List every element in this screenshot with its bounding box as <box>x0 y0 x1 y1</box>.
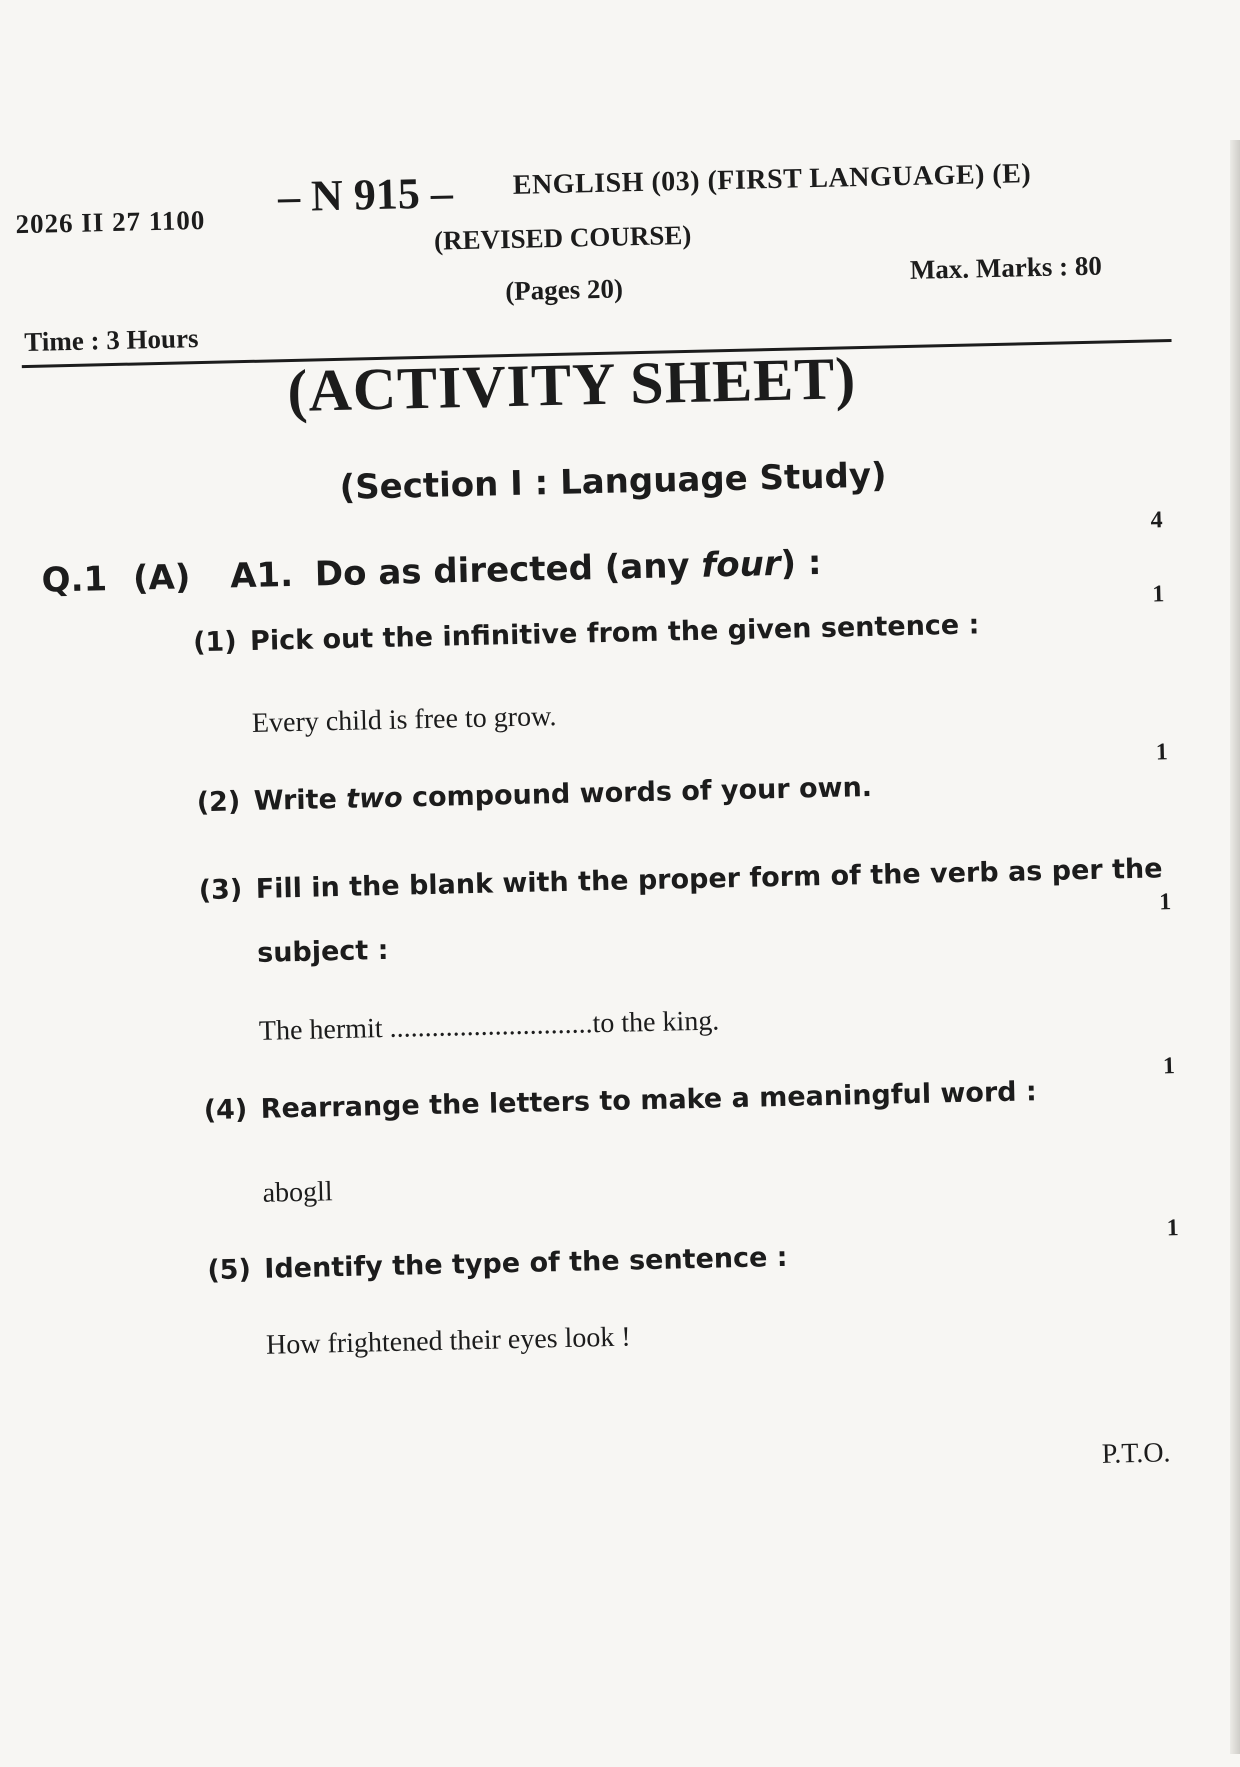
example-post: to the king. <box>592 1005 720 1040</box>
pages-count: (Pages 20) <box>504 273 624 307</box>
fill-blank: ............................. <box>389 1008 593 1044</box>
item-number: (3) <box>198 874 243 907</box>
sheet-title: (ACTIVITY SHEET) <box>286 345 857 425</box>
item-number: (4) <box>203 1094 248 1127</box>
instruction-post: ) : <box>780 542 822 584</box>
question-label: Q.1 <box>41 559 108 601</box>
activity-label: A1. <box>229 554 294 597</box>
section-heading: (Section I : Language Study) <box>339 455 887 508</box>
item-example <box>259 1005 720 1047</box>
subject-line: ENGLISH (03) (FIRST LANGUAGE) (E) <box>512 158 1032 201</box>
instruction-emphasis: four <box>700 543 781 586</box>
item-marks: 1 <box>1155 739 1169 766</box>
item-number: (2) <box>196 786 241 819</box>
item-number: (1) <box>192 626 237 659</box>
item-number: (5) <box>207 1254 252 1287</box>
item-text-emphasis: two <box>345 782 403 815</box>
item-instruction: Identify the type of the sentence : <box>264 1241 788 1285</box>
item-marks: 1 <box>1151 581 1165 608</box>
max-marks: Max. Marks : 80 <box>909 250 1103 285</box>
question-part: (A) <box>132 557 191 599</box>
paper-number: – N 915 – <box>277 168 454 222</box>
item-instruction: Rearrange the letters to make a meaningful word : <box>260 1076 1038 1125</box>
item-example: How frightened their eyes look ! <box>265 1321 632 1361</box>
item-marks: 1 <box>1158 889 1172 916</box>
item-example: abogll <box>262 1176 333 1209</box>
item-text-post: compound words of your own. <box>402 771 873 814</box>
example-pre: The hermit <box>258 1012 390 1047</box>
item-instruction-line1: Fill in the blank with the proper form of the verb as per the <box>255 853 1163 905</box>
item-marks: 1 <box>1166 1215 1179 1242</box>
item-instruction: Pick out the infinitive from the given sentence : <box>249 609 980 657</box>
question-total-marks: 4 <box>1150 507 1163 534</box>
instruction-pre: Do as directed (any <box>314 545 702 595</box>
item-text-pre: Write <box>253 783 347 817</box>
item-example: Every child is free to grow. <box>251 701 557 739</box>
please-turn-over: P.T.O. <box>1101 1437 1171 1470</box>
item-marks: 1 <box>1162 1053 1176 1080</box>
course-line: (REVISED COURSE) <box>433 219 692 256</box>
time-allowed: Time : 3 Hours <box>23 323 199 358</box>
question-heading <box>41 543 822 601</box>
item-instruction <box>253 772 872 817</box>
item-instruction-line2: subject : <box>256 934 389 969</box>
exam-code: 2026 II 27 1100 <box>15 204 206 240</box>
page-edge-shadow <box>1230 140 1240 1754</box>
